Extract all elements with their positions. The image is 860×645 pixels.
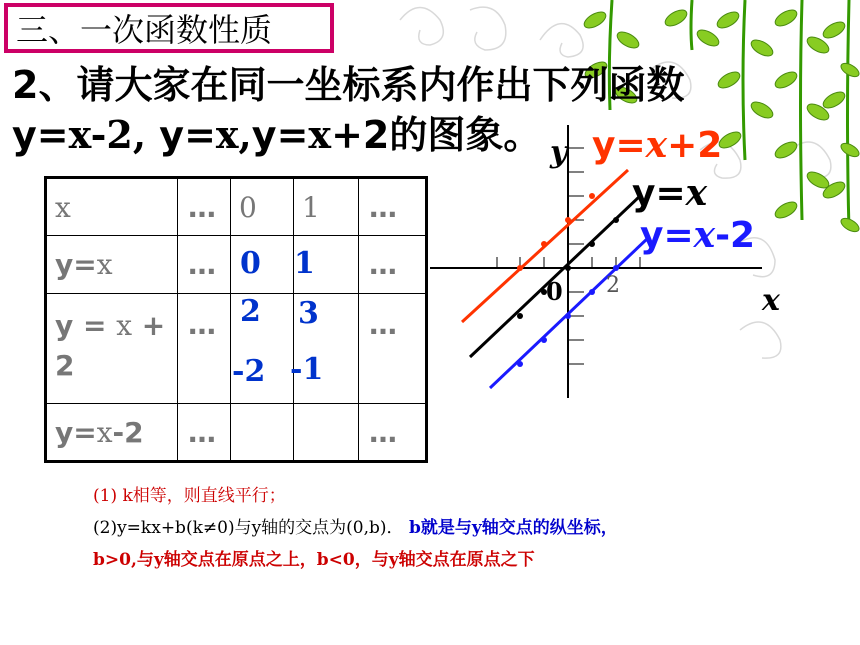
headline-part: x, <box>215 112 252 157</box>
note-2 <box>93 516 693 540</box>
headline-part: x-2, <box>68 112 147 157</box>
y-axis-label: y <box>550 135 568 170</box>
label-text: x <box>116 309 133 342</box>
value-yx2-1: 3 <box>298 296 319 331</box>
headline-line-1: 2、请大家在同一坐标系内作出下列函数 <box>12 63 685 107</box>
label-y-x <box>632 172 707 214</box>
table-cell: … <box>359 178 427 236</box>
label-text: x <box>55 190 71 224</box>
note-2b: b就是与y轴交点的纵坐标， <box>408 518 618 538</box>
value-yxm2-0: -2 <box>232 354 266 389</box>
label-text: y= <box>55 415 97 449</box>
headline-part: x+ <box>308 112 363 157</box>
value-yx2-0: 2 <box>240 294 261 329</box>
tick-label-2: 2 <box>606 273 620 298</box>
headline-part: 2的图象。 <box>362 113 542 157</box>
label-text: y= <box>55 248 97 281</box>
label-part: x <box>685 172 708 214</box>
label-text: x <box>96 248 113 281</box>
note-2a: (2)y=kx+b(k≠0)与y轴的交点为(0,b)． <box>93 518 404 538</box>
note-3: b>0,与y轴交点在原点之上，b<0，与y轴交点在原点之下 <box>93 550 535 570</box>
label-part: y= <box>640 215 694 256</box>
label-y-x-plus-2 <box>592 124 722 166</box>
table-cell: … <box>178 178 231 236</box>
table-cell: 1 <box>294 178 359 236</box>
value-yxm2-1: -1 <box>290 352 324 387</box>
table-cell: … <box>359 294 427 404</box>
section-title: 三、一次函数性质 <box>16 11 273 49</box>
headline-part: y= <box>251 113 309 157</box>
headline-part: y= <box>146 113 216 157</box>
value-yx-1: 1 <box>294 246 315 281</box>
table-cell: … <box>178 404 231 462</box>
origin-label: 0 <box>546 277 563 306</box>
x-axis-label: x <box>762 283 780 318</box>
label-text: y = <box>55 309 117 342</box>
table-cell: … <box>178 294 231 404</box>
label-part: +2 <box>667 125 723 166</box>
label-part: y= <box>632 173 686 214</box>
label-part: -2 <box>715 215 756 256</box>
note-1: (1) k相等，则直线平行； <box>93 486 286 506</box>
label-text: x <box>96 415 113 449</box>
label-text: + 2 <box>55 309 166 382</box>
table-cell: 0 <box>231 178 294 236</box>
label-part: y= <box>592 125 646 166</box>
table-cell: … <box>178 236 231 294</box>
label-text: -2 <box>112 415 144 449</box>
table-cell: … <box>359 236 427 294</box>
value-yx-0: 0 <box>240 246 261 281</box>
label-y-x-minus-2 <box>640 214 755 256</box>
label-part: x <box>693 214 716 256</box>
table-cell: … <box>359 404 427 462</box>
notes <box>93 484 693 580</box>
label-part: x <box>645 124 668 166</box>
headline-part: y= <box>12 113 69 157</box>
